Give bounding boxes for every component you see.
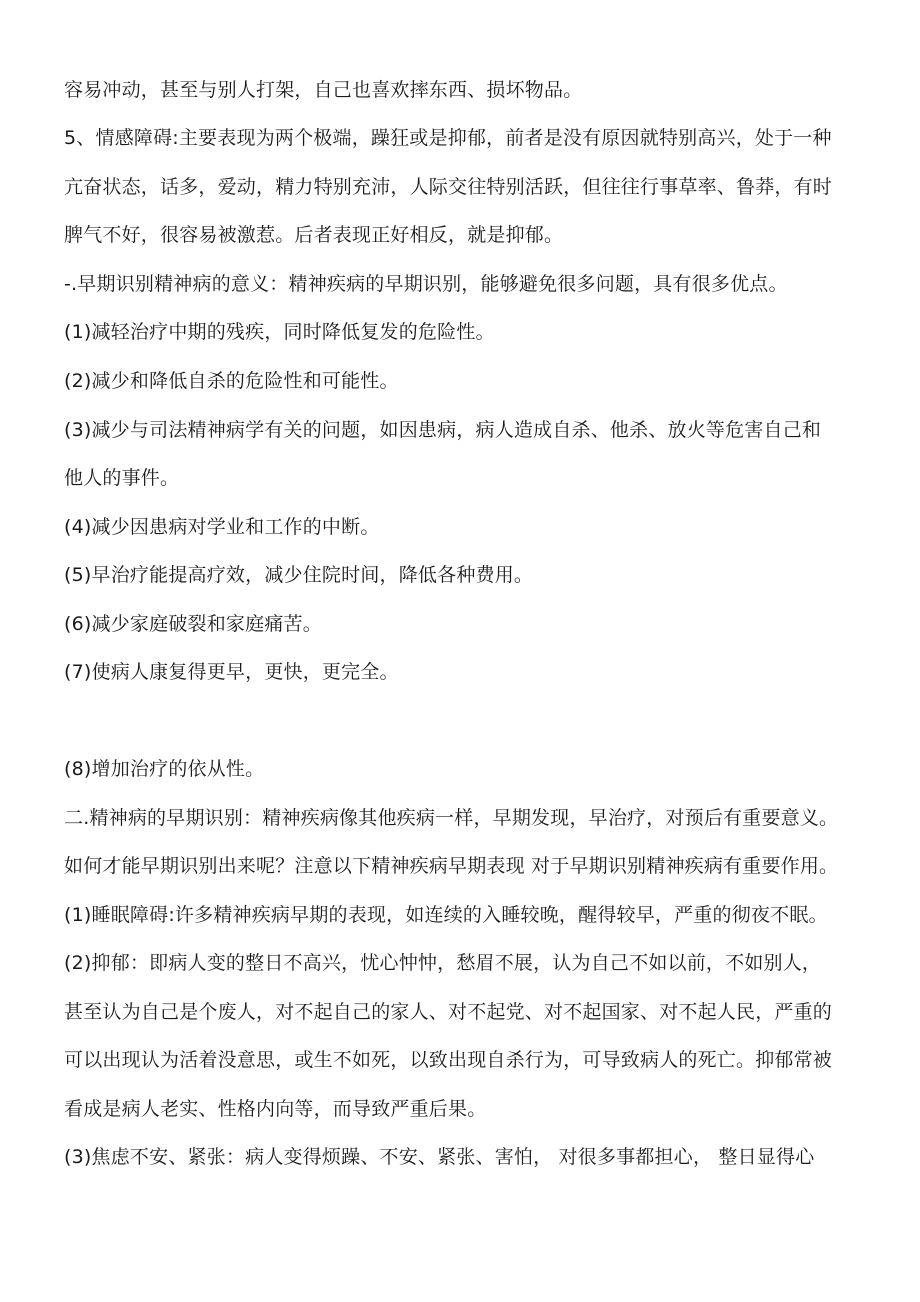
text-line-7: (2)减少和降低自杀的危险性和可能性。 <box>64 370 399 392</box>
text-line-11: (5)早治疗能提高疗效，减少住院时间，降低各种费用。 <box>64 564 534 586</box>
text-line-8: (3)减少与司法精神病学有关的问题，如因患病，病人造成自杀、他杀、放火等危害自己和 <box>64 419 822 441</box>
text-line-15: 二.精神病的早期识别：精神疾病像其他疾病一样，早期发现，早治疗，对预后有重要意义。 <box>64 807 839 829</box>
text-line-20: 可以出现认为活着没意思，或生不如死，以致出现自杀行为，可导致病人的死亡。抑郁常被 <box>64 1049 833 1071</box>
text-line-2: 5、情感障碍:主要表现为两个极端，躁狂或是抑郁，前者是没有原因就特别高兴，处于一种 <box>64 127 832 149</box>
text-line-22: (3)焦虑不安、紧张：病人变得烦躁、不安、紧张、害怕， 对很多事都担心， 整日显得心 <box>64 1146 815 1168</box>
text-line-17: (1)睡眠障碍:许多精神疾病早期的表现，如连续的入睡较晚，醒得较早，严重的彻夜不眠。 <box>64 904 828 926</box>
text-line-14: (8)增加治疗的依从性。 <box>64 758 265 780</box>
text-line-19: 甚至认为自己是个废人，对不起自己的家人、对不起党、对不起国家、对不起人民，严重的 <box>64 1001 833 1023</box>
text-line-3: 亢奋状态，话多，爱动，精力特别充沛，人际交往特别活跃，但往往行事草率、鲁莽，有时 <box>64 176 833 198</box>
text-line-5: -.早期识别精神病的意义：精神疾病的早期识别，能够避免很多问题，具有很多优点。 <box>64 273 788 295</box>
text-line-10: (4)减少因患病对学业和工作的中断。 <box>64 516 380 538</box>
text-line-18: (2)抑郁：即病人变的整日不高兴，忧心忡忡，愁眉不展，认为自己不如以前，不如别人， <box>64 952 822 974</box>
text-line-1: 容易冲动，甚至与别人打架，自己也喜欢摔东西、损坏物品。 <box>64 79 583 101</box>
text-line-6: (1)减轻治疗中期的残疾，同时降低复发的危险性。 <box>64 321 495 343</box>
text-line-16: 如何才能早期识别出来呢？注意以下精神疾病早期表现 对于早期识别精神疾病有重要作用。 <box>64 855 839 877</box>
text-line-21: 看成是病人老实、性格内向等，而导致严重后果。 <box>64 1098 487 1120</box>
text-line-9: 他人的事件。 <box>64 467 180 489</box>
text-line-13: (7)使病人康复得更早，更快，更完全。 <box>64 661 399 683</box>
text-line-4: 脾气不好，很容易被激惹。后者表现正好相反，就是抑郁。 <box>64 224 564 246</box>
text-line-12: (6)减少家庭破裂和家庭痛苦。 <box>64 613 322 635</box>
